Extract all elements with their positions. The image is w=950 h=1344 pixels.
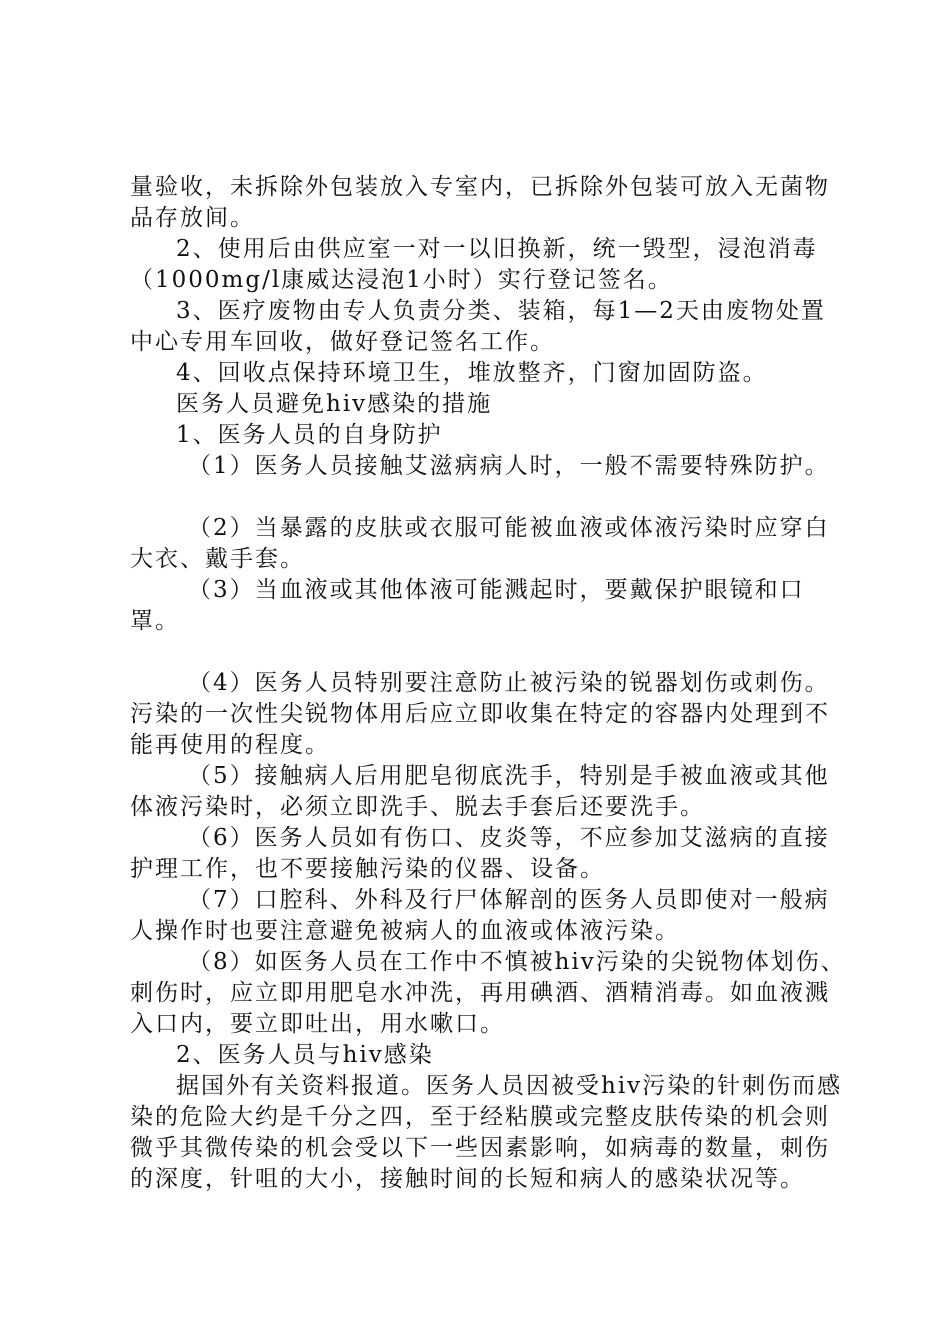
paragraph-item-2: 2、使用后由供应室一对一以旧换新，统一毁型，浸泡消毒（1000mg/l康威达浸泡1小时）实行登记签名。 (130, 236, 818, 293)
paragraph-protection-4: （4）医务人员特别要注意防止被污染的锐器划伤或刺伤。污染的一次性尖锐物体用后应立即收集在特定的容器内处理到不能再使用的程度。 (130, 670, 830, 758)
paragraph-infection-risk: 据国外有关资料报道。医务人员因被受hiv污染的针刺伤而感染的危险大约是千分之四，至于经粘膜或完整皮肤传染的机会则微乎其微传染的机会受以下一些因素影响，如病毒的数量，刺伤的深度，针咀的大小，接触时间的长短和病人的感染状况等。 (130, 1073, 843, 1192)
subsection-heading-self-protection: 1、医务人员的自身防护 (176, 422, 443, 448)
paragraph-protection-6: （6）医务人员如有伤口、皮炎等，不应参加艾滋病的直接护理工作，也不要接触污染的仪器、设备。 (130, 825, 830, 882)
paragraph-protection-7: （7）口腔科、外科及行尸体解剖的医务人员即使对一般病人操作时也要注意避免被病人的血液或体液污染。 (130, 887, 830, 944)
blank-line (130, 482, 850, 513)
paragraph-protection-8: （8）如医务人员在工作中不慎被hiv污染的尖锐物体划伤、刺伤时，应立即用肥皂水冲洗，再用碘酒、酒精消毒。如血液溅入口内，要立即吐出，用水嗽口。 (130, 949, 846, 1037)
paragraph-protection-2: （2）当暴露的皮肤或衣服可能被血液或体液污染时应穿白大衣、戴手套。 (130, 515, 830, 572)
paragraph-intro: 量验收，未拆除外包装放入专室内，已拆除外包装可放入无菌物品存放间。 (130, 174, 830, 231)
section-heading-hiv-measures: 医务人员避免hiv感染的措施 (176, 391, 493, 417)
paragraph-item-4: 4、回收点保持环境卫生，堆放整齐，门窗加固防盗。 (176, 360, 768, 386)
blank-line (130, 637, 850, 668)
paragraph-protection-3: （3）当血液或其他体液可能溅起时，要戴保护眼镜和口罩。 (130, 577, 805, 634)
paragraph-protection-5: （5）接触病人后用肥皂彻底洗手，特别是手被血液或其他体液污染时，必须立即洗手、脱去手套后还要洗手。 (130, 763, 830, 820)
paragraph-item-3: 3、医疗废物由专人负责分类、装箱，每1—2天由废物处置中心专用车回收，做好登记签名工作。 (130, 298, 826, 355)
paragraph-protection-1: （1）医务人员接触艾滋病病人时，一般不需要特殊防护。 (188, 453, 830, 479)
subsection-heading-hiv-infection: 2、医务人员与hiv感染 (176, 1042, 434, 1068)
document-body (130, 172, 850, 1195)
